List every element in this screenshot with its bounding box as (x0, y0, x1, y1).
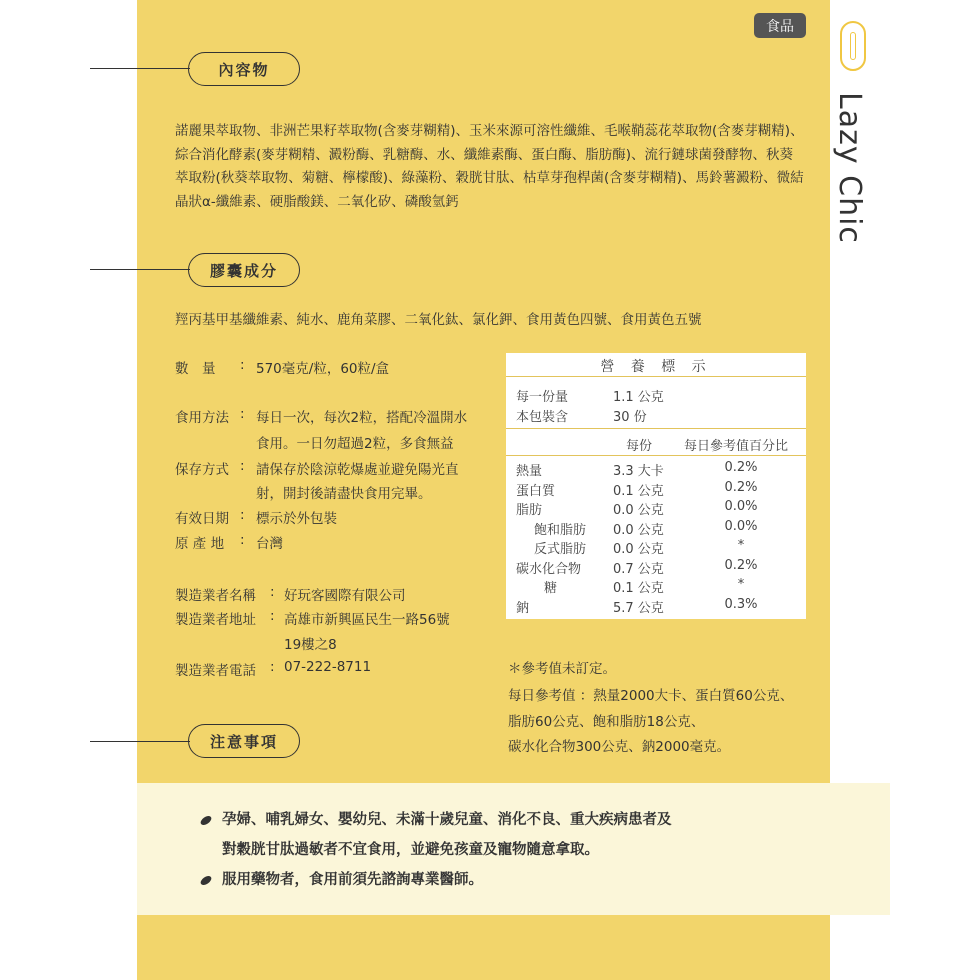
section-title-contents: 內容物 (188, 52, 300, 86)
pack-label: 本包裝含 (516, 410, 569, 425)
footnote-line: 碳水化合物300公克、鈉2000毫克。 (508, 739, 731, 755)
spec-value: 標示於外包裝 (256, 511, 337, 527)
nutrient-daily-pct: 0.3% (724, 596, 758, 612)
serving-label: 每一份量 (516, 390, 569, 405)
warning-text: 對穀胱甘肽過敏者不宜食用，並避免孩童及寵物隨意拿取。 (222, 842, 599, 858)
nutrient-value: 5.7 公克 (613, 600, 664, 616)
spec-label: 製造業者名稱 (175, 588, 256, 604)
capsule-text: 羥丙基甲基纖維素、純水、鹿角菜膠、二氧化鈦、氯化鉀、食用黃色四號、食用黃色五號 (175, 312, 702, 328)
nutrient-daily-pct: * (737, 577, 745, 592)
nutrient-daily-pct: 0.2% (724, 460, 758, 475)
nutrient-name: 鈉 (516, 600, 530, 616)
spec-value: 台灣 (256, 536, 283, 552)
section-title-capsule: 膠囊成分 (188, 253, 300, 287)
nutrient-value: 0.0 公克 (613, 503, 664, 518)
spec-label: 製造業者電話 (175, 663, 256, 679)
warning-item (200, 868, 483, 889)
section-divider (90, 68, 190, 69)
nutrient-value: 0.1 公克 (613, 483, 664, 499)
spec-value: 570毫克/粒，60粒/盒 (256, 361, 390, 377)
spec-value: 07-222-8711 (284, 659, 372, 675)
nutrient-name: 蛋白質 (516, 483, 556, 499)
nutrient-name: 糖 (544, 581, 558, 596)
contents-text: 諾麗果萃取物、非洲芒果籽萃取物(含麥芽糊精)、玉米來源可溶性纖維、毛喉鞘蕊花萃取物(含麥芽糊精)、綜合消化酵素(麥芽糊精、澱粉酶、乳糖酶、水、纖維素酶、蛋白酶、脂肪酶)、流行鏈球菌發酵物、秋葵萃取粉(秋葵萃取物、菊糖、檸檬酸)、綠藻粉、穀胱甘肽、枯草芽孢桿菌(含麥芽糊精)、馬鈴薯澱粉、微結晶狀α-纖維素、硬脂酸鎂、二氧化矽、磷酸氫鈣 (175, 123, 804, 210)
spec-label: 數 量 (175, 361, 216, 377)
brand-logo-icon (840, 21, 866, 71)
nutrient-daily-pct: 0.0% (724, 499, 758, 514)
col-header-daily: 每日參考值百分比 (684, 439, 789, 454)
spec-label: 保存方式 (175, 462, 229, 478)
spec-value: 19樓之8 (284, 637, 337, 653)
nutrient-name: 飽和脂肪 (534, 522, 587, 538)
spec-label: 製造業者地址 (175, 612, 256, 628)
spec-label: 有效日期 (175, 511, 229, 527)
spec-value: 射，開封後請盡快食用完畢。 (256, 486, 432, 502)
pack-value: 30 份 (613, 410, 647, 425)
col-header-per-serving: 每份 (626, 439, 653, 454)
bullet-icon (199, 874, 213, 887)
warning-text: 服用藥物者，食用前須先諮詢專業醫師。 (222, 872, 483, 888)
nutrient-value: 0.0 公克 (613, 542, 664, 557)
warning-item (200, 808, 672, 829)
spec-value: 食用。一日勿超過2粒，多食無益 (256, 436, 454, 452)
footnote-line: ＊參考值未訂定。 (508, 661, 616, 677)
nutrient-value: 0.1 公克 (613, 581, 664, 596)
section-title-notice: 注意事項 (188, 724, 300, 758)
nutrient-value: 0.0 公克 (613, 522, 664, 538)
section-divider (90, 269, 190, 270)
nutrient-name: 碳水化合物 (516, 561, 582, 577)
warning-text: 孕婦、哺乳婦女、嬰幼兒、未滿十歲兒童、消化不良、重大疾病患者及 (222, 812, 672, 828)
category-badge: 食品 (754, 13, 806, 38)
bullet-icon (199, 814, 213, 827)
spec-label: 食用方法 (175, 410, 229, 426)
brand-name: Lazy Chic (832, 92, 867, 244)
nutrient-daily-pct: 0.2% (724, 479, 758, 495)
nutrition-table (506, 353, 806, 619)
nutrient-daily-pct: 0.0% (724, 518, 758, 534)
nutrient-daily-pct: * (737, 538, 745, 553)
nutrient-daily-pct: 0.2% (724, 557, 758, 573)
footnote-line: 脂肪60公克、飽和脂肪18公克、 (508, 714, 705, 730)
spec-value: 高雄市新興區民生一路56號 (284, 612, 450, 628)
spec-value: 請保存於陰涼乾爆處並避免陽光直 (256, 462, 459, 478)
nutrient-value: 0.7 公克 (613, 561, 664, 577)
nutrition-title: 營 養 標 示 (600, 359, 712, 375)
spec-label: 原 產 地 (175, 536, 225, 552)
serving-value: 1.1 公克 (613, 390, 664, 405)
section-divider (90, 741, 190, 742)
nutrient-name: 反式脂肪 (534, 542, 587, 557)
nutrient-name: 脂肪 (516, 503, 543, 518)
footnote-line: 每日參考值 ：熱量2000大卡、蛋白質60公克、 (508, 688, 794, 704)
spec-value: 每日一次，每次2粒，搭配冷溫開水 (256, 410, 468, 426)
nutrient-value: 3.3 大卡 (613, 464, 664, 479)
spec-value: 好玩客國際有限公司 (284, 588, 406, 604)
nutrient-name: 熱量 (516, 464, 543, 479)
